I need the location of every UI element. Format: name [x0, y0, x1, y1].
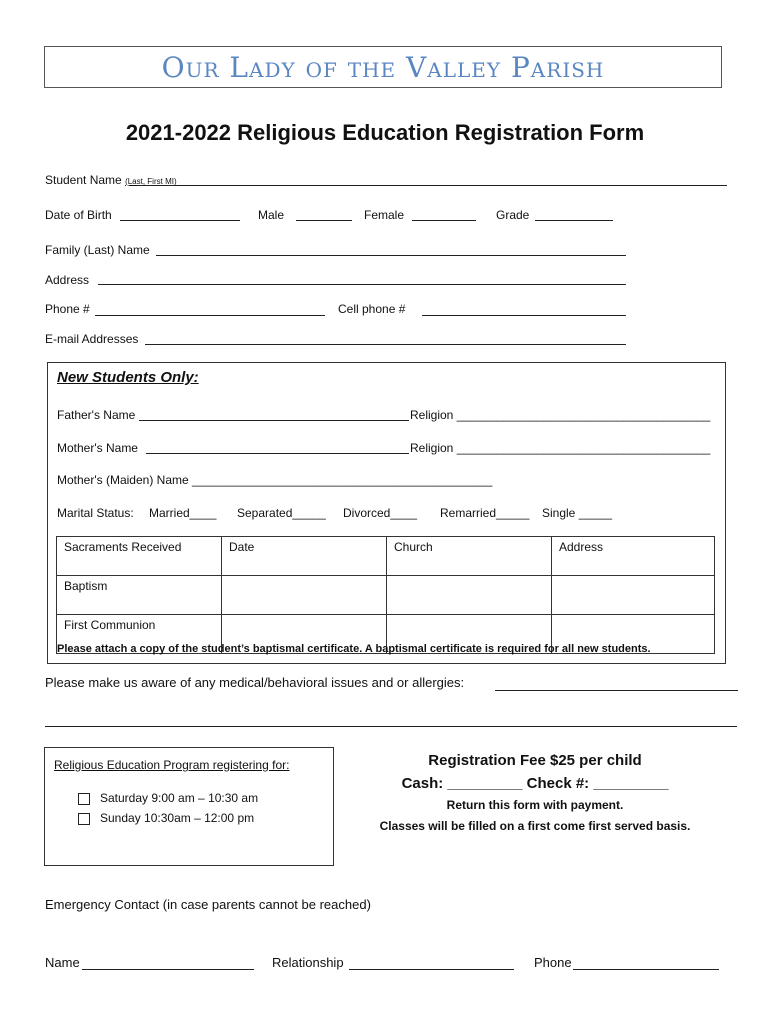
mother-religion-label: Religion ______________________________________	[410, 441, 711, 455]
marital-status-label: Marital Status:	[57, 506, 134, 520]
form-title: 2021-2022 Religious Education Registration Form	[125, 120, 645, 145]
marital-separated[interactable]: Separated_____	[237, 506, 326, 520]
table-header: Date	[222, 537, 387, 576]
family-name-field[interactable]	[156, 255, 626, 256]
classes-note: Classes will be filled on a first come first served basis.	[379, 819, 691, 833]
phone-field[interactable]	[95, 315, 325, 316]
emergency-name-label: Name	[45, 955, 80, 970]
grade-field[interactable]	[535, 220, 613, 221]
table-cell[interactable]	[222, 576, 387, 615]
female-field[interactable]	[412, 220, 476, 221]
maiden-name-label: Mother's (Maiden) Name _____________________________________________	[57, 473, 493, 487]
table-row	[57, 576, 715, 615]
marital-remarried[interactable]: Remarried_____	[440, 506, 530, 520]
checkbox-icon[interactable]	[78, 813, 90, 825]
emergency-relationship-field[interactable]	[349, 969, 514, 970]
table-header: Address	[552, 537, 715, 576]
mother-name-field[interactable]	[146, 453, 409, 454]
student-name-label: Student Name (Last, First MI)	[45, 173, 177, 187]
mother-name-label: Mother's Name	[57, 441, 138, 455]
email-field[interactable]	[145, 344, 626, 345]
marital-single[interactable]: Single _____	[542, 506, 613, 520]
marital-divorced[interactable]: Divorced____	[343, 506, 418, 520]
family-name-label: Family (Last) Name	[45, 243, 150, 257]
grade-label: Grade	[496, 208, 530, 222]
emergency-phone-label: Phone	[534, 955, 572, 970]
address-field[interactable]	[98, 284, 626, 285]
medical-field-2[interactable]	[45, 726, 737, 727]
sacraments-table	[56, 536, 715, 654]
dob-field[interactable]	[120, 220, 240, 221]
marital-married[interactable]: Married____	[149, 506, 217, 520]
father-religion-label: Religion ______________________________________	[410, 408, 711, 422]
student-name-hint: (Last, First MI)	[125, 177, 177, 186]
return-note: Return this form with payment.	[446, 798, 624, 812]
emergency-name-field[interactable]	[82, 969, 254, 970]
parish-banner	[44, 46, 722, 88]
address-label: Address	[45, 273, 90, 287]
emergency-relationship-label: Relationship	[272, 955, 344, 970]
table-cell[interactable]	[387, 576, 552, 615]
female-label: Female	[364, 208, 405, 222]
row-label-first-communion: First Communion	[57, 615, 222, 654]
father-name-label: Father's Name	[57, 408, 136, 422]
table-cell[interactable]	[552, 576, 715, 615]
medical-prompt: Please make us aware of any medical/behavioral issues and or allergies:	[45, 675, 465, 690]
emergency-heading: Emergency Contact (in case parents cannot be reached)	[45, 897, 371, 912]
dob-label: Date of Birth	[45, 208, 112, 222]
emergency-phone-field[interactable]	[573, 969, 719, 970]
email-label: E-mail Addresses	[45, 332, 139, 346]
table-header-row	[57, 537, 715, 576]
program-heading: Religious Education Program registering for:	[54, 758, 290, 772]
student-name-field[interactable]	[137, 185, 727, 186]
table-header: Sacraments Received	[57, 537, 222, 576]
program-option-saturday[interactable]: Saturday 9:00 am – 10:30 am	[78, 791, 258, 805]
table-header: Church	[387, 537, 552, 576]
new-students-heading: New Students Only:	[57, 369, 199, 386]
payment-line: Cash: _________ Check #: _________	[401, 775, 669, 792]
cell-phone-field[interactable]	[422, 315, 626, 316]
male-label: Male	[258, 208, 285, 222]
parish-name: Our Lady of the Valley Parish	[161, 51, 605, 84]
row-label-baptism: Baptism	[57, 576, 222, 615]
male-field[interactable]	[296, 220, 352, 221]
checkbox-icon[interactable]	[78, 793, 90, 805]
program-option-sunday[interactable]: Sunday 10:30am – 12:00 pm	[78, 811, 254, 825]
medical-field-1[interactable]	[495, 690, 738, 691]
cell-phone-label: Cell phone #	[338, 302, 406, 316]
fee-title: Registration Fee $25 per child	[428, 752, 642, 769]
father-name-field[interactable]	[139, 420, 409, 421]
phone-label: Phone #	[45, 302, 90, 316]
baptismal-certificate-note: Please attach a copy of the student’s baptismal certificate. A baptismal certificate is required for all new students.	[57, 643, 651, 655]
